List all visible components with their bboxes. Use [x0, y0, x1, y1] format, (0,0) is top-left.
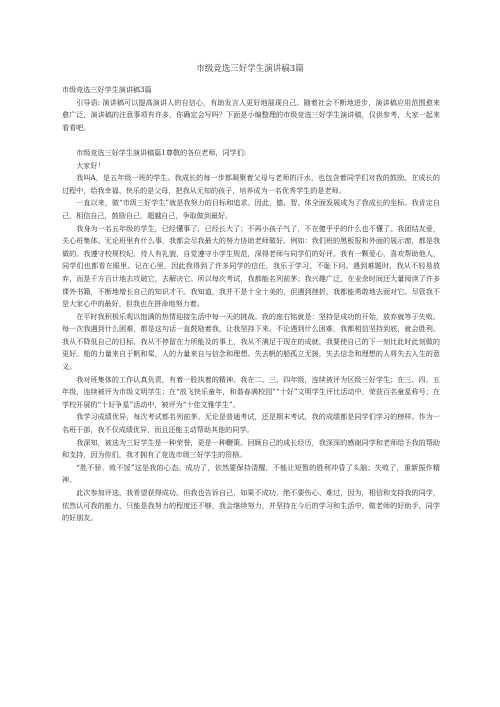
body-paragraph: 我叫A，是五年级一班的学生。我成长的每一步都凝聚着父母与老师的汗水，也包含着同学们对我的鼓励。在成长的过程中，给我幸福、快乐的是父母，把我从无知的孩子，培养成为一名优秀学生的是老师。 — [62, 173, 440, 195]
body-paragraph: 我深知，被选为三好学生是一种荣誉，更是一种鞭策。回顾自己的成长经历，我深深的感谢同学和老师给予我的帮助和支持，因为你们，我才拥有了竞选市级三好学生的资格。 — [62, 437, 440, 460]
body-paragraph: 我学习成绩优异，每次考试都名列前茅。无论是普通考试，还是期末考试，我的成绩都是同学们学习的榜样。作为一名班干部，我不仅成绩优异，而且还能主动帮助其他的同学。 — [62, 412, 440, 435]
body-paragraph: 在平时我积极乐观以饱满的热情迎接生活中每一天的挑战。我的座右铭就是：坚持是成功的开始，放弃就等于失败。每一次我遇到什么困难，都是这句话一直鼓励着我，让我坚持下来。不论遇到什么困难，我都相信坚持到底，就会胜利。我从不降低自己的目标，我从不停留在力所能及的事上，我从不满足于现在的成就，我要使自己的下一刻比此时此刻做的更好。船的力量来自于帆和桨，人的力量来自与信念和理想。失去帆的船孤立无援，失去信念和理想的人将失去人生的意义。 — [62, 311, 440, 372]
body-paragraph: 此次参加评选，我希望获得成功。但我也告诉自己，如果不成功，绝不要伤心、难过，因为，相信和支持我的同学，依然认可我的能力，只能是我努力的程度还不够，我会继续努力，并坚持在今后的学习和生活中，做老师的好助手，同学的好朋友。 — [62, 488, 440, 523]
body-paragraph: 一直以来，做“市级三好学生”就是我努力的目标和追求。因此，德、智、体全面发展成为了我成长的坐标。我肯定自己，相信自己，鼓励自己，超越自己，争取做到最好。 — [62, 198, 440, 220]
speech-heading: 市级竞选三好学生演讲稿篇1尊敬的各位老师，同学们: — [76, 147, 247, 157]
page-title: 市级竞选三好学生演讲稿3篇 — [196, 64, 304, 74]
greeting: 大家好！ — [76, 160, 105, 170]
body-paragraph: 我身为一名五年级的学生，已经懂事了，已经长大了；不再小孩子气了，不在傻乎乎的什么也不懂了。我团结友爱，关心班集体。无论班里有什么事，我都会尽我最大的努力协助老师做好。例如：我们班的黑板报和外面的展示窗，都是我做的。我遵守校规校纪，待人有礼貌，自觉遵守小学生规范，深得老师与同学们的好评。我有一颗爱心，喜欢帮助他人，同学们也都看在眼里、记在心里，因此我得到了许多同学的信任，我乐于学习、不耻下问。遇到难题时，我从不轻易放弃，而是千方百计地去攻破它，去解决它。所以每次考试，我都能名列前茅；我兴趣广泛，在业余时间还大量阅读了许多课外书籍，不断地增长自己的知识才干。我知道，我并不是十全十美的，但遇到挫折，我都能勇敢地去面对它。尽管我不是大家心中的最好，但我也在拼命地努力着。 — [62, 223, 440, 309]
body-paragraph: “胜不骄，败不馁”这是我的心态。成功了，依然要保持清醒，不能让短暂的胜利冲昏了头脑；失败了，重新振作精神。 — [62, 462, 440, 485]
document-subtitle: 市级竞选三好学生演讲稿3篇 — [62, 85, 152, 94]
body-paragraph: 我对班集体的工作认真负责，有着一股执着的精神。我在二、三、四年级，连续被评为区级三好学生；在三、四、五年级，连续被评为市级文明学生；在“放飞快乐童年，和谐春满校园”“十好”文明学生评比活动中，荣获百名童星称号；在学校开展的“十好争星”活动中，被评为“十佳文雅学生”。 — [62, 374, 440, 409]
document-body — [62, 84, 440, 525]
spacer — [62, 134, 440, 147]
intro-paragraph: 引导语: 演讲稿可以提高演讲人的自信心，有助发言人更好地展现自己。随着社会不断地进步，演讲稿应用范围愈来愈广泛，演讲稿的注意事项有许多，你确定会写吗？下面是小编整理的市级竞选三好学生演讲稿，仅供参考，大家一起来看看吧。 — [62, 97, 440, 132]
